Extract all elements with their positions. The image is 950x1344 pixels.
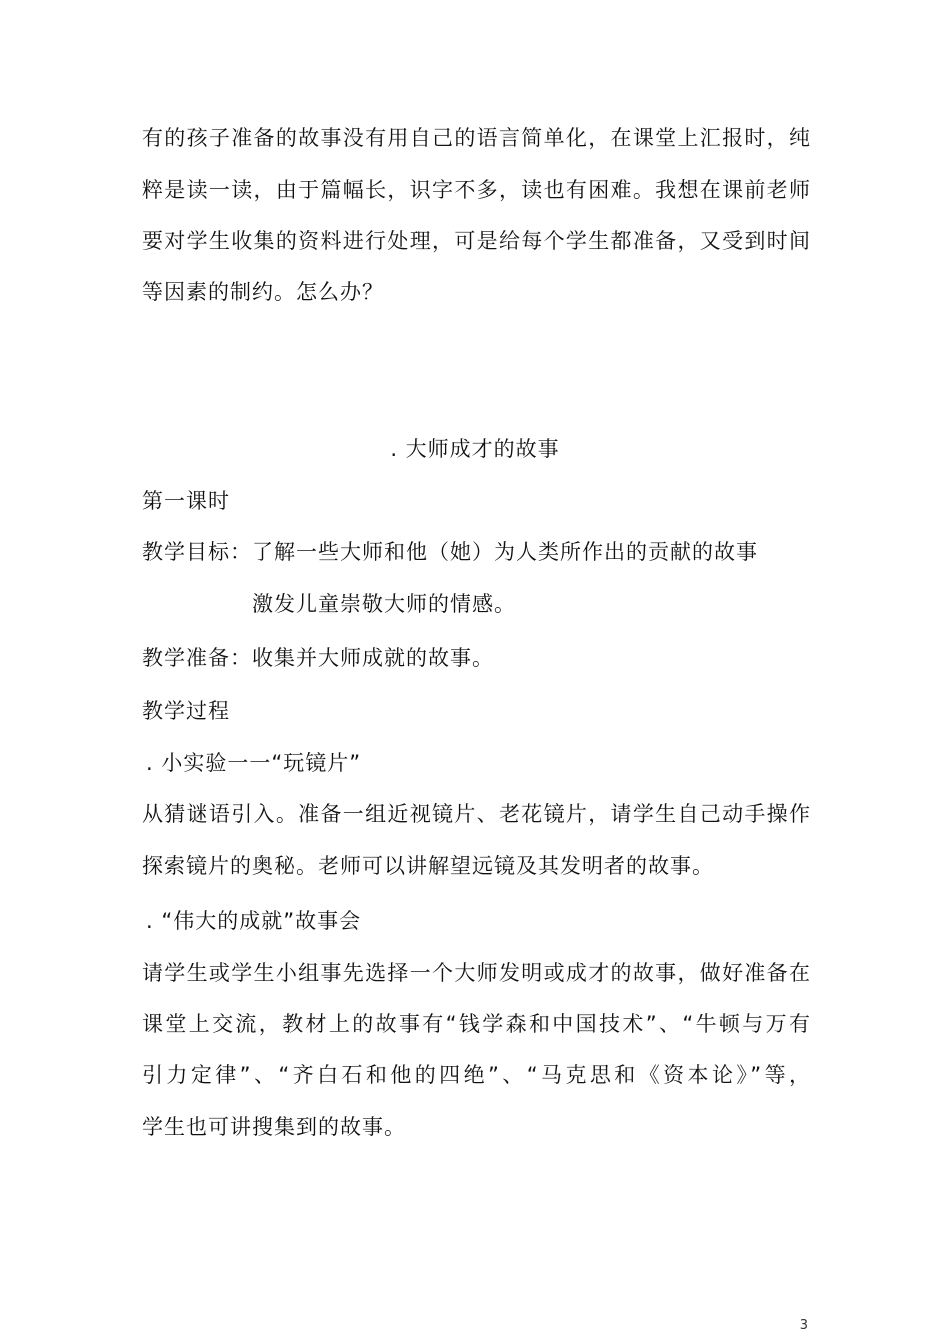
paragraph-line: 粹是读一读，由于篇幅长，识字不多，读也有困难。我想在课前老师	[142, 178, 810, 202]
step-text-line: 学生也可讲搜集到的故事。	[142, 1115, 406, 1139]
lesson-title: . 大师成才的故事	[390, 437, 560, 461]
process-heading: 教学过程	[142, 699, 230, 723]
teaching-preparation: 教学准备：收集并大师成就的故事。	[142, 646, 494, 670]
teaching-goals-line: 激发儿童崇敬大师的情感。	[252, 592, 516, 616]
step-heading: . “伟大的成就”故事会	[146, 909, 362, 933]
step-text-line: 引力定律”、“齐白石和他的四绝”、“马克思和《资本论》”等，	[142, 1063, 810, 1087]
step-text-line: 从猜谜语引入。准备一组近视镜片、老花镜片，请学生自己动手操作	[142, 802, 810, 826]
paragraph-line: 有的孩子准备的故事没有用自己的语言简单化，在课堂上汇报时，纯	[142, 126, 810, 150]
lesson-period: 第一课时	[142, 489, 230, 513]
paragraph-line: 等因素的制约。怎么办？	[142, 280, 384, 304]
step-text-line: 课堂上交流，教材上的故事有“钱学森和中国技术”、“牛顿与万有	[142, 1012, 810, 1036]
page-number: 3	[799, 1318, 808, 1333]
step-text-line: 探索镜片的奥秘。老师可以讲解望远镜及其发明者的故事。	[142, 854, 714, 878]
teaching-goals-line: 教学目标：了解一些大师和他（她）为人类所作出的贡献的故事	[142, 540, 758, 564]
paragraph-line: 要对学生收集的资料进行处理，可是给每个学生都准备，又受到时间	[142, 229, 810, 253]
step-heading: . 小实验一一“玩镜片”	[146, 751, 362, 775]
step-text-line: 请学生或学生小组事先选择一个大师发明或成才的故事，做好准备在	[142, 961, 810, 985]
